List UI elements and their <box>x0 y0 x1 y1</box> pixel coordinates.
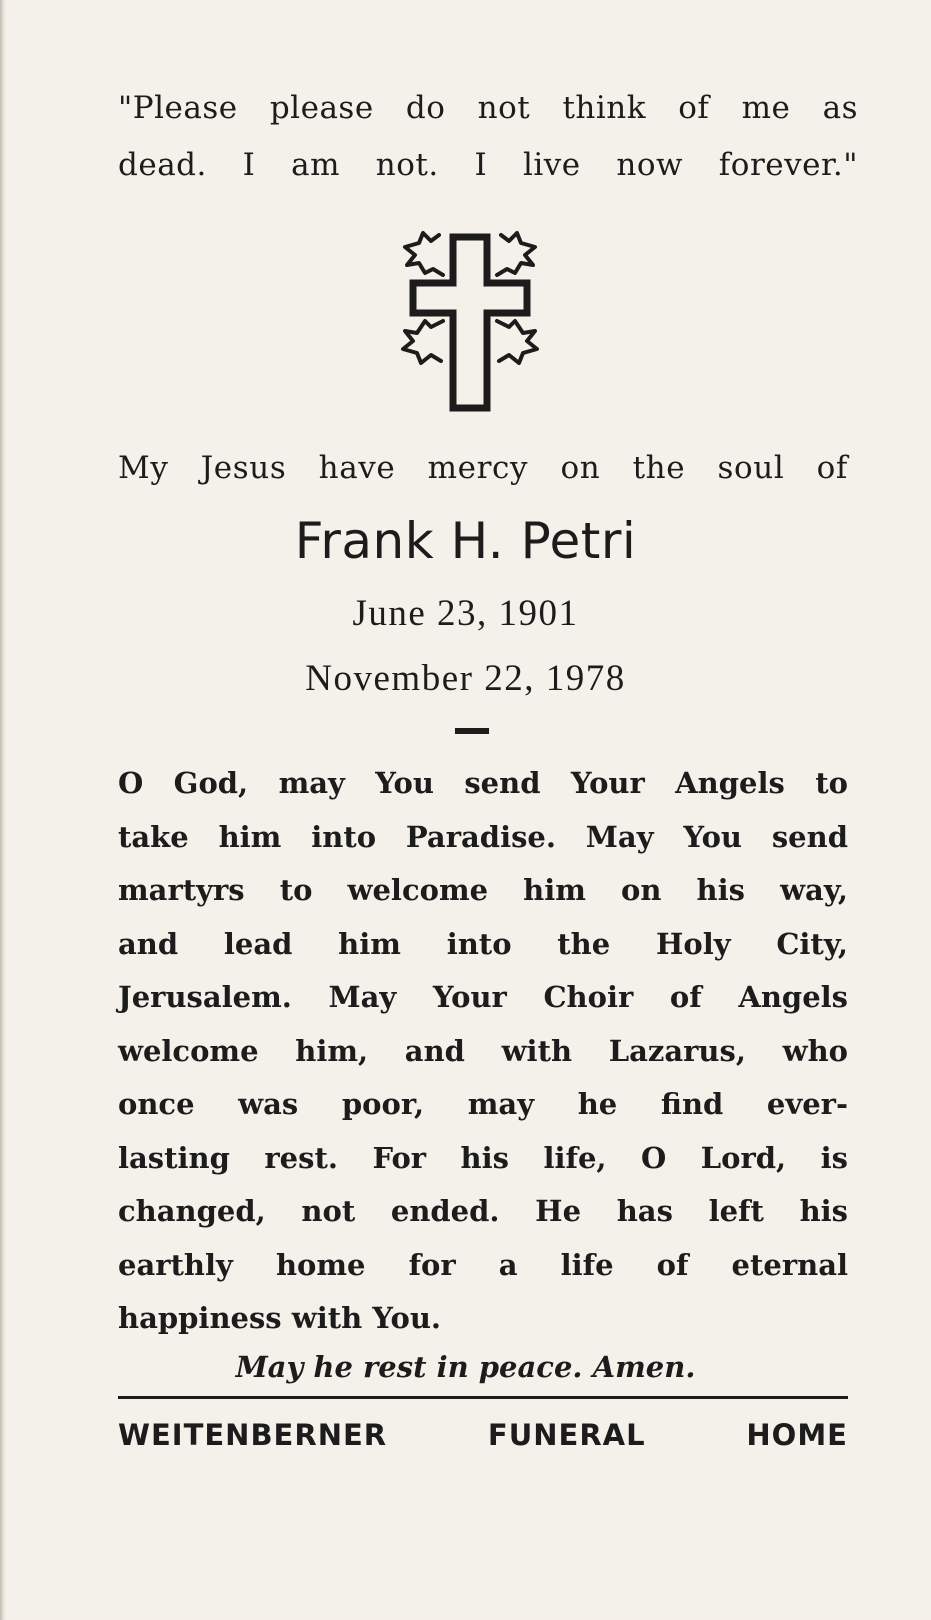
prayer-line: O God, may You send Your Angels to <box>118 766 848 800</box>
prayer-text <box>118 757 848 1346</box>
deceased-name: Frank H. Petri <box>294 512 637 570</box>
opening-quote <box>118 80 858 194</box>
birth-date: June 23, 1901 <box>352 593 579 634</box>
quote-line: dead. I am not. I live now forever." <box>118 147 858 183</box>
prayer-line: martyrs to welcome him on his way, <box>118 873 848 907</box>
prayer-line: Jerusalem. May Your Choir of Angels <box>118 980 848 1014</box>
funeral-home-name: WEITENBERNER FUNERAL HOME <box>118 1418 848 1452</box>
prayer-line: and lead him into the Holy City, <box>118 926 848 961</box>
cross-icon <box>395 225 545 420</box>
closing-blessing: May he rest in peace. Amen. <box>235 1350 696 1384</box>
death-date: November 22, 1978 <box>305 658 626 699</box>
mercy-line: My Jesus have mercy on the soul of <box>118 450 848 486</box>
prayer-line: once was poor, may he find ever- <box>118 1087 848 1121</box>
prayer-line: welcome him, and with Lazarus, who <box>118 1033 848 1068</box>
divider-dash <box>455 728 489 734</box>
prayer-line: take him into Paradise. May You send <box>118 819 848 854</box>
horizontal-rule <box>118 1396 848 1399</box>
prayer-line: lasting rest. For his life, O Lord, is <box>118 1140 848 1175</box>
prayer-line: happiness with You. <box>118 1301 441 1335</box>
prayer-line: changed, not ended. He has left his <box>118 1194 848 1228</box>
prayer-line: earthly home for a life of eternal <box>118 1247 848 1282</box>
quote-line: "Please please do not think of me as <box>118 90 858 126</box>
